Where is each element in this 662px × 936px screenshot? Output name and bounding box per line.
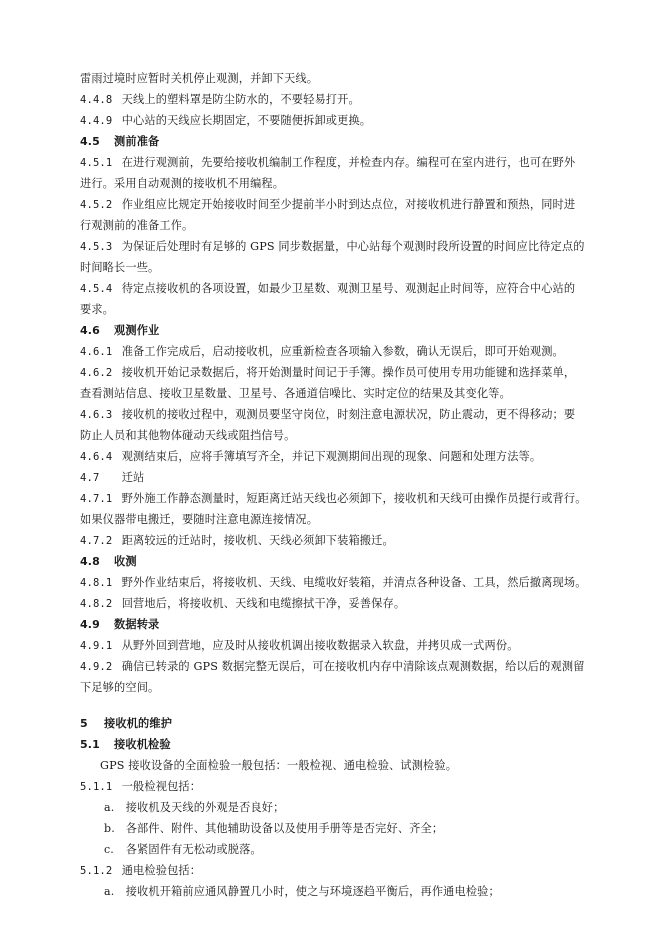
list-text: 接收机及天线的外观是否良好； (125, 801, 285, 814)
clause-4-6-2 (80, 365, 620, 381)
clause-4-6-3 (80, 407, 620, 423)
list-item (104, 842, 644, 858)
section-number: 4.8 (80, 555, 100, 568)
line-text: 查看测站信息、接收卫星数量、卫星号、各通道信噪比、实时定位的结果及其变化等。 (80, 387, 511, 400)
list-item (104, 800, 644, 816)
text-line (80, 71, 620, 87)
line-text: 行观测前的准备工作。 (80, 219, 194, 232)
clause-number: 4.4.8 (80, 94, 113, 106)
clause-4-7-2 (80, 533, 620, 549)
clause-number: 4.7.1 (80, 493, 113, 505)
line-text: 进行。采用自动观测的接收机不用编程。 (80, 177, 285, 190)
clause-4-5-3 (80, 239, 620, 255)
clause-text: 观测结束后，应将手簿填写齐全，并记下观测期间出现的现象、问题和处理方法等。 (121, 450, 542, 463)
chapter-number: 5 (80, 717, 88, 730)
list-marker: b. (104, 822, 115, 835)
section-number: 4.5 (80, 135, 100, 148)
clause-4-8-1 (80, 575, 620, 591)
section-title: 收测 (114, 555, 137, 568)
line-text: 时间略长一些。 (80, 261, 160, 274)
clause-text: 天线上的塑料罩是防尘防水的，不要轻易打开。 (121, 93, 360, 106)
clause-number: 4.9.2 (80, 661, 113, 673)
clause-text: 通电检验包括： (121, 864, 202, 877)
clause-4-6-1 (80, 344, 620, 360)
clause-4-5-4 (80, 281, 620, 297)
section-number: 4.6 (80, 324, 100, 337)
text-line (80, 176, 620, 192)
section-heading-4-6 (80, 323, 620, 339)
clause-4-8-2 (80, 596, 620, 612)
clause-4-4-9 (80, 113, 620, 129)
clause-number: 4.5.4 (80, 283, 113, 295)
clause-text: 中心站的天线应长期固定，不要随便拆卸或更换。 (121, 114, 372, 127)
clause-text: 作业组应比规定开始接收时间至少提前半小时到达点位，对接收机进行静置和预热，同时进 (121, 198, 576, 211)
line-text: 如果仪器带电搬迁，要随时注意电源连接情况。 (80, 513, 319, 526)
clause-text: 接收机开始记录数据后，将开始测量时间记于手簿。操作员可使用专用功能键和选择菜单， (121, 366, 576, 379)
text-line (80, 428, 620, 444)
clause-number: 4.6.4 (80, 451, 113, 463)
clause-text: 为保证后处理时有足够的 GPS 同步数据量，中心站每个观测时段所设置的时间应比待定点的 (121, 240, 585, 253)
text-line (80, 512, 620, 528)
line-text: 下足够的空间。 (80, 681, 160, 694)
line-text: 雷雨过境时应暂时关机停止观测，并卸下天线。 (80, 72, 319, 85)
list-marker: a. (104, 801, 115, 814)
section-heading-4-9 (80, 617, 620, 633)
clause-number: 4.6.1 (80, 346, 113, 358)
line-text: 防止人员和其他物体碰动天线或阻挡信号。 (80, 429, 296, 442)
clause-number: 4.5.1 (80, 157, 113, 169)
text-line (100, 758, 640, 774)
clause-text: 一般检视包括： (121, 780, 202, 793)
list-item (104, 884, 644, 900)
clause-4-6-4 (80, 449, 620, 465)
section-heading-4-7 (80, 470, 620, 486)
clause-text: 待定点接收机的各项设置，如最少卫星数、观测卫星号、观测起止时间等，应符合中心站的 (121, 282, 576, 295)
section-title: 数据转录 (114, 618, 160, 631)
list-marker: c. (104, 843, 114, 856)
clause-number: 4.6.3 (80, 409, 113, 421)
list-text: 各紧固件有无松动或脱落。 (125, 843, 262, 856)
chapter-title: 接收机的维护 (104, 717, 173, 730)
clause-number: 4.9.1 (80, 640, 113, 652)
clause-5-1-1 (80, 779, 620, 795)
list-text: 接收机开箱前应通风静置几小时，使之与环境逐趋平衡后，再作通电检验； (125, 885, 500, 898)
clause-text: 接收机的接收过程中，观测员要坚守岗位，时刻注意电源状况，防止震动，更不得移动；要 (121, 408, 576, 421)
clause-5-1-2 (80, 863, 620, 879)
section-heading-4-5 (80, 134, 620, 150)
clause-text: 从野外回到营地，应及时从接收机调出接收数据录入软盘，并拷贝成一式两份。 (121, 639, 519, 652)
clause-text: 回营地后，将接收机、天线和电缆擦拭干净，妥善保存。 (121, 597, 406, 610)
section-number: 4.9 (80, 618, 100, 631)
clause-text: 确信已转录的 GPS 数据完整无误后，可在接收机内存中清除该点观测数据，给以后的观测留 (121, 660, 585, 673)
clause-text: 在进行观测前，先要给接收机编制工作程度，并检查内存。编程可在室内进行，也可在野外 (121, 156, 576, 169)
clause-number: 4.5.2 (80, 199, 113, 211)
text-line (80, 302, 620, 318)
clause-4-9-1 (80, 638, 620, 654)
clause-number: 4.8.1 (80, 577, 113, 589)
clause-number: 4.5.3 (80, 241, 113, 253)
clause-4-4-8 (80, 92, 620, 108)
clause-number: 4.6.2 (80, 367, 113, 379)
list-text: 各部件、附件、其他辅助设备以及使用手册等是否完好、齐全； (125, 822, 444, 835)
section-heading-5-1 (80, 737, 620, 753)
list-marker: a. (104, 885, 115, 898)
section-title: 接收机检验 (114, 738, 171, 751)
section-number: 5.1 (80, 738, 100, 751)
clause-number: 5.1.2 (80, 865, 113, 877)
text-line (80, 386, 620, 402)
line-text: GPS 接收设备的全面检验一般包括：一般检视、通电检验、试测检验。 (100, 759, 458, 772)
section-title: 迁站 (121, 471, 145, 484)
line-text: 要求。 (80, 303, 115, 316)
clause-text: 野外施工作静态测量时，短距离迁站天线也必须卸下，接收机和天线可由操作员提行或背行。 (121, 492, 587, 505)
clause-number: 5.1.1 (80, 781, 113, 793)
section-heading-4-8 (80, 554, 620, 570)
text-line (80, 680, 620, 696)
clause-4-5-1 (80, 155, 620, 171)
clause-text: 野外作业结束后，将接收机、天线、电缆收好装箱，并清点各种设备、工具，然后撤离现场。 (121, 576, 587, 589)
section-number: 4.7 (80, 472, 100, 484)
clause-4-7-1 (80, 491, 620, 507)
clause-number: 4.7.2 (80, 535, 113, 547)
clause-4-9-2 (80, 659, 620, 675)
section-title: 观测作业 (114, 324, 160, 337)
clause-text: 准备工作完成后，启动接收机，应重新检查各项输入参数，确认无误后，即可开始观测。 (121, 345, 564, 358)
clause-text: 距离较远的迁站时，接收机、天线必须卸下装箱搬迁。 (121, 534, 394, 547)
text-line (80, 260, 620, 276)
section-title: 测前准备 (114, 135, 160, 148)
list-item (104, 821, 644, 837)
chapter-heading-5 (80, 716, 620, 732)
clause-4-5-2 (80, 197, 620, 213)
clause-number: 4.8.2 (80, 598, 113, 610)
clause-number: 4.4.9 (80, 115, 113, 127)
text-line (80, 218, 620, 234)
